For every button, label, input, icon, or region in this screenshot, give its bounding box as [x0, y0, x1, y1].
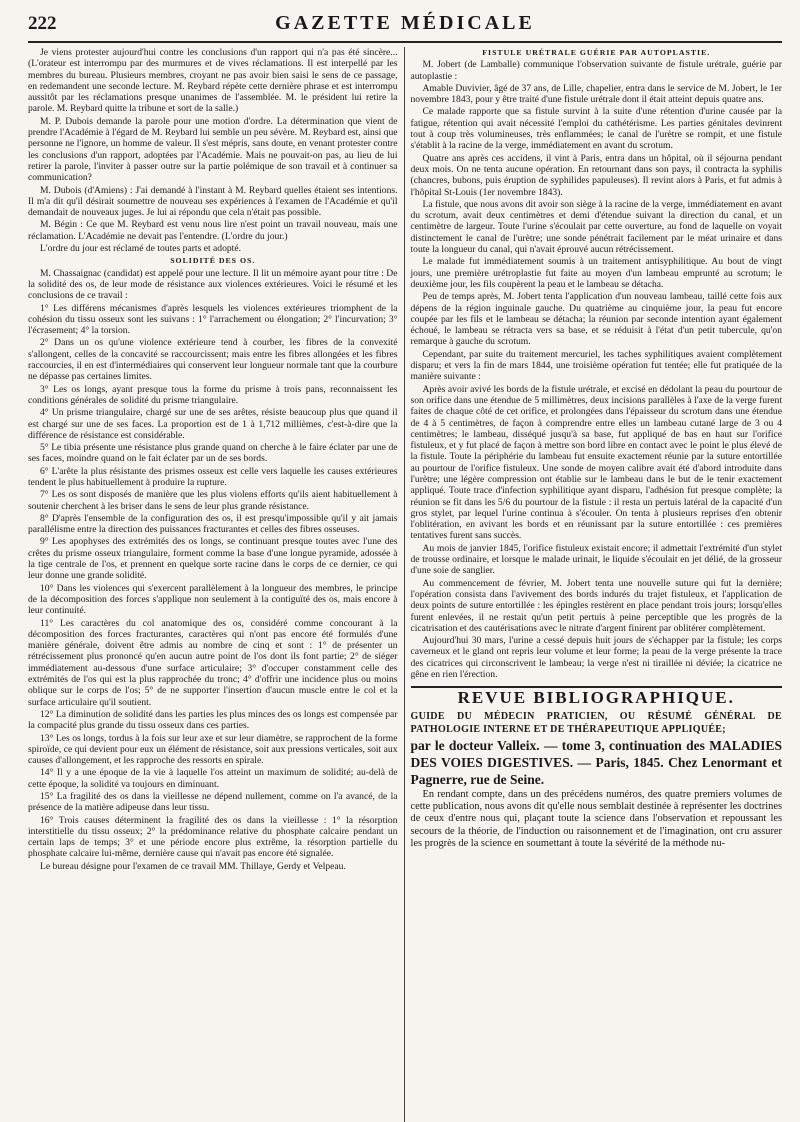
paragraph: Aujourd'hui 30 mars, l'urine a cessé depuis huit jours de s'échapper par la fistule; les corps caverneux et le gland ont repris leur volume et leur forme; la peau de la verge présente la trace des cicatrices qui circonscrivent le lambeau; la verge n'est ni tiraillée ni déviée; la cicatrice ne gêne en rien l'érection. — [410, 635, 782, 681]
list-item: 12° La diminution de solidité dans les parties les plus minces des os longs est compensée par la compacité plus grande du tissu osseux dans ces parties. — [28, 708, 398, 732]
paragraph: M. Dubois (d'Amiens) : J'ai demandé à l'instant à M. Reybard quelles étaient ses intentions. Il m'a dit qu'il désirait soumettre de nouveau ses expériences à l'examen de l'Académie et qu'il demandait de nouveaux juges. Je lui ai répondu que cela n'était pas possible. — [28, 184, 398, 219]
left-column — [28, 47, 398, 1122]
book-details: par le docteur Valleix. — tome 3, continuation des MALADIES DES VOIES DIGESTIVES. — Paris, 1845. Chez Lenormant et Pagnerre, rue de Seine. — [410, 737, 782, 787]
paragraph: M. P. Dubois demande la parole pour une motion d'ordre. La détermination que vient de prendre l'Académie à l'égard de M. Reybard lui semble un peu sévère. M. Reybard est, ainsi que personne ne l'ignore, un homme de valeur. Il s'est mépris, sans doute, en venant protester contre les conclusions d'un rapport, adoptées par l'Académie. Mais ne pouvait-on pas, au lieu de lui retirer la parole, l'inviter à passer outre sur la partie polémique de son travail et à continuer sa communication? — [28, 115, 398, 184]
paragraph: M. Bégin : Ce que M. Reybard est venu nous lire n'est point un travail nouveau, mais une réclamation. L'Académie ne devait pas l'entendre. (L'ordre du jour.) — [28, 219, 398, 242]
right-column — [404, 47, 783, 1122]
paragraph: Au commencement de février, M. Jobert tenta une nouvelle suture qui fut la dernière; l'opération consista dans l'avivement des bords indurés du trajet fistuleux, et l'application de deux points de suture entortillée : les épingles restèrent en place pendant trois jours; lorsqu'elles furent enlevées, il ne restait qu'un petit pertuis à peine perceptible que les progrès de la cicatrisation et des cautérisations avec le nitrate d'argent finirent par oblitérer complètement. — [410, 577, 782, 634]
paragraph: Ce malade rapporte que sa fistule survint à la suite d'une rétention d'urine causée par la fatigue, rétention qui avait nécessité l'emploi du cathétérisme. Les parties génitales devinrent tout à coup très volumineuses, très enflammées; le canal de l'urètre se rompit, et une fistule s'établit à la racine de la verge, immédiatement en avant du scrotum. — [410, 106, 782, 152]
paragraph: Le malade fut immédiatement soumis à un traitement antisyphilitique. Au bout de vingt jours, une première urétroplastie fut faite au moyen d'un lambeau emprunté au scrotum; le deuxième jour, les fils coupèrent la peau et le lambeau se détacha. — [410, 256, 782, 290]
list-item: 10° Dans les violences qui s'exercent parallèlement à la longueur des membres, le principe de la décomposition des forces s'applique non seulement à la contiguïté des os, mais encore à leur continuité. — [28, 582, 398, 617]
paragraph: Au mois de janvier 1845, l'orifice fistuleux existait encore; il admettait l'extrémité d'un stylet de trousse ordinaire, et lorsque le malade urinait, le liquide s'écoulait en jet délié, de la grosseur d'une soie de sanglier. — [410, 542, 782, 577]
list-item: 1° Les différens mécanismes d'après lesquels les violences extérieures triomphent de la cohésion du tissu osseux sont les suivans : 1° l'arrachement ou élongation; 2° l'incurvation; 3° l'écrasement; 4° la torsion. — [28, 302, 398, 337]
list-item: 14° Il y a une époque de la vie à laquelle l'os atteint un maximum de solidité; au-delà de cette époque, la solidité va toujours en diminuant. — [28, 767, 398, 790]
paragraph: Quatre ans après ces accidens, il vint à Paris, entra dans un hôpital, où il séjourna pendant deux mois. On ne tenta aucune opération. En retournant dans son pays, il contracta la syphilis (chancres, bubons, puis éruption de syphilides papuleuses). Il revint alors à Paris, et fut admis à l'hôpital St-Louis (1er novembre 1843). — [410, 152, 782, 198]
list-item: 16° Trois causes déterminent la fragilité des os dans la vieillesse : 1° la résorption interstitielle du tissu osseux; 2° la prédominance relative du phosphate calcaire pendant un certain laps de temps; 3° et une période encore plus extrême, la résorption partielle du phosphate calcaire lui-même, dernière cause qui n'avait pas encore été signalée. — [28, 814, 398, 860]
list-item: 6° L'arête la plus résistante des prismes osseux est celle vers laquelle les causes extérieures tendent le plus habituellement à produire la rupture. — [28, 465, 398, 488]
paragraph: Cependant, par suite du traitement mercuriel, les taches syphilitiques avaient complètement disparu; et vers la fin de mars 1844, une troisième opération fut tentée; elle fut pratiquée de la manière suivante : — [410, 348, 782, 383]
list-item: 9° Les apophyses des extrémités des os longs, se continuant presque toutes avec l'une des crêtes du prisme osseux triangulaire, forment comme la base d'une longue pyramide, adossée à la tige centrale de l'os, et prennent en quelque sorte racine dans le corps de ce dernier, ce qui leur donne une grande solidité. — [28, 536, 398, 582]
section-title: FISTULE URÉTRALE GUÉRIE PAR AUTOPLASTIE. — [482, 48, 711, 57]
page-number: 222 — [28, 13, 57, 34]
paragraph: M. Jobert (de Lamballe) communique l'observation suivante de fistule urétrale, guérie par autoplastie : — [410, 59, 782, 82]
paragraph: La fistule, que nous avons dit avoir son siège à la racine de la verge, immédiatement en avant du scrotum, avait deux centimètres et demi d'étendue suivant la direction du canal, et un centimètre de largeur. Toute l'urine s'écoulait par cette ouverture, au fond de laquelle on voyait distinctement le canal de l'urètre; une sonde pénétrait facilement par le méat urinaire et dans toute la longueur du canal, qui n'avait éprouvé aucun rétrécissement. — [410, 198, 782, 256]
list-item: 3° Les os longs, ayant presque tous la forme du prisme à trois pans, reconnaissent les conditions générales de solidité du prisme triangulaire. — [28, 383, 398, 406]
columns — [28, 47, 782, 1122]
paragraph: En rendant compte, dans un des précédens numéros, des quatre premiers volumes de cette publication, nous avons dit qu'elle nous semblait destinée à représenter les doctrines de ceux d'entre nous qui, plaçant toute la science dans l'observation et repoussant les secours de la théorie, de l'induction ou raisonnement et de l'imagination, ont cru assurer les progrès de la science en soumettant à toute la sévérité de la méthode nu- — [410, 788, 782, 849]
journal-title: GAZETTE MÉDICALE — [275, 12, 535, 34]
revue-title: REVUE BIBLIOGRAPHIQUE. — [457, 688, 735, 708]
list-item: 5° Le tibia présente une résistance plus grande quand on cherche à le faire éclater par une de ses faces, moindre quand on le fait éclater par un de ses bords. — [28, 442, 398, 465]
section-title: SOLIDITÉ DES OS. — [170, 256, 256, 266]
paragraph: Peu de temps après, M. Jobert tenta l'application d'un nouveau lambeau, taillé cette fois aux dépens de la région inguinale gauche. Du quatrième au cinquième jour, la peau fut encore coupée par les fils et le lambeau se détacha; la réunion par seconde intention ayant également échoué, le lambeau se rétracta vers sa base, et se réduisit à l'état d'un petit tubercule, qu'on remarque à gauche du scrotum. — [410, 291, 782, 348]
paragraph: Après avoir avivé les bords de la fistule urétrale, et excisé en dédolant la peau du pourtour de son orifice dans une étendue de 5 millimètres, deux incisions parallèles à l'axe de la verge furent faites de chaque côté de cet orifice, et prolongées dans l'épaisseur du scrotum dans une étendue de 4 à 5 centimètres, de façon à comprendre entre elles un lambeau cutané large de 3 ou 4 centimètres; le lambeau, disséqué jusqu'à sa base, fut appliqué de bas en haut sur l'orifice fistuleux, et y fut placé de façon à mettre son bord libre en contact avec le point le plus élevé de la fistule. Toute la périphérie du lambeau fut ensuite exactement réunie par la suture entortillée au pourtour de l'orifice fistuleux. Une sonde de moyen calibre avait été d'abord introduite dans l'urètre; une légère compression ont établie sur le lambeau dans le but de le tenir exactement appliqué. Toute trace d'infection syphilitique ayant disparu, l'adhésion fut presque complète; la réunion se fit dans les 5/6 du pourtour de la fistule : il resta un pertuis latéral de la capacité d'un gros stylet, par lequel l'urine continua à s'écouler. On tenta à plusieurs reprises d'en obtenir l'oblitération, en avivant les bords et en réunissant par la suture entortillée : ces premières tentatives furent sans succès. — [410, 383, 782, 542]
list-item: 13° Les os longs, tordus à la fois sur leur axe et sur leur diamètre, se rapprochent de la forme spiroïde, ce qui devient pour eux un élément de résistance, soit aux pressions verticales, soit aux causes d'allongement, et les rapproche des ressorts en spirale. — [28, 732, 398, 767]
list-item: 11° Les caractères du col anatomique des os, considéré comme concourant à la décomposition des forces fracturantes, caractères qui n'ont pas encore été formulés d'une manière générale, doivent être admis au nombre de cinq et sont : 1° de présenter un rétrécissement plus prononcé qu'en aucun autre point de l'os dont ils font partie; 2° de siéger immédiatement au-dessous d'une surface articulaire; 3° d'occuper constamment celle des extrémités de l'os qui est la plus rapprochée du tronc; 4° d'offrir une incidence plus ou moins oblique sur le corps de l'os; 5° de ne supporter l'insertion d'aucun muscle entre le col et la surface articulaire qu'il soutient. — [28, 617, 398, 708]
book-title: GUIDE DU MÉDECIN PRATICIEN, OU RÉSUMÉ GÉNÉRAL DE PATHOLOGIE INTERNE ET DE THÉRAPEUTIQUE APPLIQUÉE; — [410, 710, 782, 735]
paragraph: M. Chassaignac (candidat) est appelé pour une lecture. Il lit un mémoire ayant pour titre : De la solidité des os, de leur mode de résistance aux violences extérieures. Voici le résumé et les conclusions de ce travail : — [28, 267, 398, 302]
list-item: 8° D'après l'ensemble de la configuration des os, il est presqu'impossible qu'il y ait jamais parallélisme entre la direction des puissances fracturantes et celles des fibres osseuses. — [28, 512, 398, 536]
page-header — [28, 12, 782, 43]
paragraph: Je viens protester aujourd'hui contre les conclusions d'un rapport qui n'a pas été sincère... (L'orateur est interrompu par des murmures et de vives réclamations. Il est interpellé par les membres du bureau. Plusieurs membres, croyant ne pas avoir bien saisi le sens de ce passage, en redemandent une seconde lecture. M. Reybard répète cette dernière phrase et est interrompu aussitôt par les réclamations presque unanimes de l'assemblée. M. le président lui retire la parole. M. Reybard quitte la tribune et sort de la salle.) — [28, 47, 398, 115]
list-item: 4° Un prisme triangulaire, chargé sur une de ses arêtes, résiste beaucoup plus que quand il est chargé sur une de ses faces. La proportion est de 1 à 1,712 millièmes, c'est-à-dire que la différence de résistance est considérable. — [28, 407, 398, 441]
list-item: 15° La fragilité des os dans la vieillesse ne dépend nullement, comme on l'a avancé, de la présence de la matière adipeuse dans leur tissu. — [28, 791, 398, 814]
paragraph: Amable Duvivier, âgé de 37 ans, de Lille, chapelier, entra dans le service de M. Jobert, le 1er novembre 1843, pour y être traité d'une fistule urétrale dont il était atteint depuis quatre ans. — [410, 82, 782, 106]
paragraph: Le bureau désigne pour l'examen de ce travail MM. Thillaye, Gerdy et Velpeau. — [40, 860, 346, 872]
paragraph: L'ordre du jour est réclamé de toutes parts et adopté. — [40, 243, 241, 255]
list-item: 7° Les os sont disposés de manière que les plus violens efforts qu'ils aient habituellement à soutenir cherchent à les briser dans le sens de leur plus grande résistance. — [28, 489, 398, 512]
list-item: 2° Dans un os qu'une violence extérieure tend à courber, les fibres de la convexité s'allongent, celles de la concavité se raccourcissent; mais entre les fibres allongées et les fibres raccourcies, il en est d'intermédiaires qui conservent leur longueur normale tant que la courbure ne dépasse pas certaines limites. — [28, 337, 398, 383]
